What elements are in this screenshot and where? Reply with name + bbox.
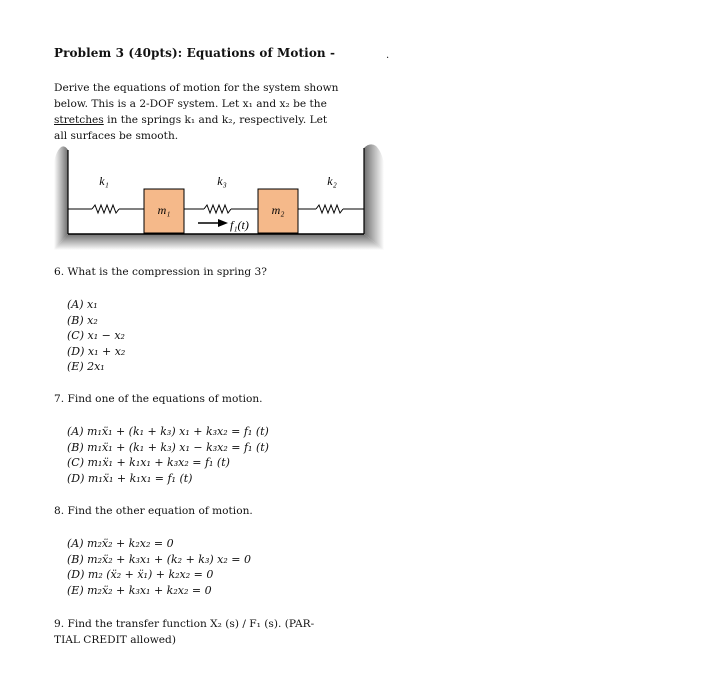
q8-option-a[interactable]: (A) m₂ẍ₂ + k₂x₂ = 0 — [67, 537, 174, 550]
q8-option-e[interactable]: (E) m₂ẍ₂ + k₃x₁ + k₂x₂ = 0 — [67, 583, 212, 597]
q9-line-2: TIAL CREDIT allowed) — [54, 634, 176, 646]
q9-text — [54, 616, 314, 648]
q6-text: 6. What is the compression in spring 3? — [54, 266, 267, 278]
q6-option-c[interactable]: (C) x₁ − x₂ — [67, 329, 125, 342]
spring-k1 — [68, 205, 144, 213]
q7-options — [67, 424, 269, 486]
q7-text: 7. Find one of the equations of motion. — [54, 393, 263, 405]
intro-line-3-rest: in the springs k₁ and k₂, respectively. Let — [107, 114, 328, 126]
label-k3: k₃ — [217, 174, 227, 188]
q6-option-e[interactable]: (E) 2x₁ — [67, 360, 105, 373]
q8-option-d[interactable]: (D) m₂ (ẍ₂ + ẍ₁) + k₂x₂ = 0 — [67, 568, 214, 581]
q6-options — [67, 297, 125, 375]
q8-options — [67, 536, 251, 598]
right-wall — [364, 144, 384, 250]
q7-option-a[interactable]: (A) m₁ẍ₁ + (k₁ + k₃) x₁ + k₃x₂ = f₁ (t) — [67, 425, 269, 438]
q6-option-d[interactable]: (D) x₁ + x₂ — [67, 344, 126, 358]
force-arrow — [198, 219, 228, 227]
spring-mass-figure — [52, 142, 392, 257]
left-wall — [54, 146, 68, 250]
intro-line-3 — [54, 112, 338, 128]
intro-line-1: Derive the equations of motion for the system shown — [54, 82, 339, 94]
intro-line-2: below. This is a 2-DOF system. Let x₁ and x₂ be the — [54, 98, 327, 110]
q7-option-d[interactable]: (D) m₁ẍ₁ + k₁x₁ = f₁ (t) — [67, 471, 193, 485]
intro-paragraph — [54, 80, 338, 144]
spring-k3 — [184, 205, 258, 213]
floor — [54, 234, 384, 250]
q7-option-c[interactable]: (C) m₁ẍ₁ + k₁x₁ + k₃x₂ = f₁ (t) — [67, 456, 230, 469]
q7-option-b[interactable]: (B) m₁ẍ₁ + (k₁ + k₃) x₁ − k₃x₂ = f₁ (t) — [67, 440, 269, 454]
label-force: f₁(t) — [230, 218, 249, 232]
stray-dot: . — [386, 50, 390, 61]
label-m2: m₂ — [271, 203, 285, 217]
underlined-word: stretches — [54, 114, 104, 126]
label-k1: k₁ — [99, 174, 109, 188]
label-k2: k₂ — [327, 174, 337, 188]
q6-option-a[interactable]: (A) x₁ — [67, 298, 98, 311]
label-m1: m₁ — [157, 203, 171, 217]
q6-option-b[interactable]: (B) x₂ — [67, 313, 98, 327]
q8-option-b[interactable]: (B) m₂ẍ₂ + k₃x₁ + (k₂ + k₃) x₂ = 0 — [67, 552, 251, 566]
q8-text: 8. Find the other equation of motion. — [54, 505, 253, 517]
spring-k2 — [298, 205, 364, 213]
intro-line-4: all surfaces be smooth. — [54, 130, 179, 142]
problem-title: Problem 3 (40pts): Equations of Motion - — [54, 46, 336, 60]
q9-line-1: 9. Find the transfer function X₂ (s) / F₁ (s). (PAR- — [54, 618, 315, 630]
